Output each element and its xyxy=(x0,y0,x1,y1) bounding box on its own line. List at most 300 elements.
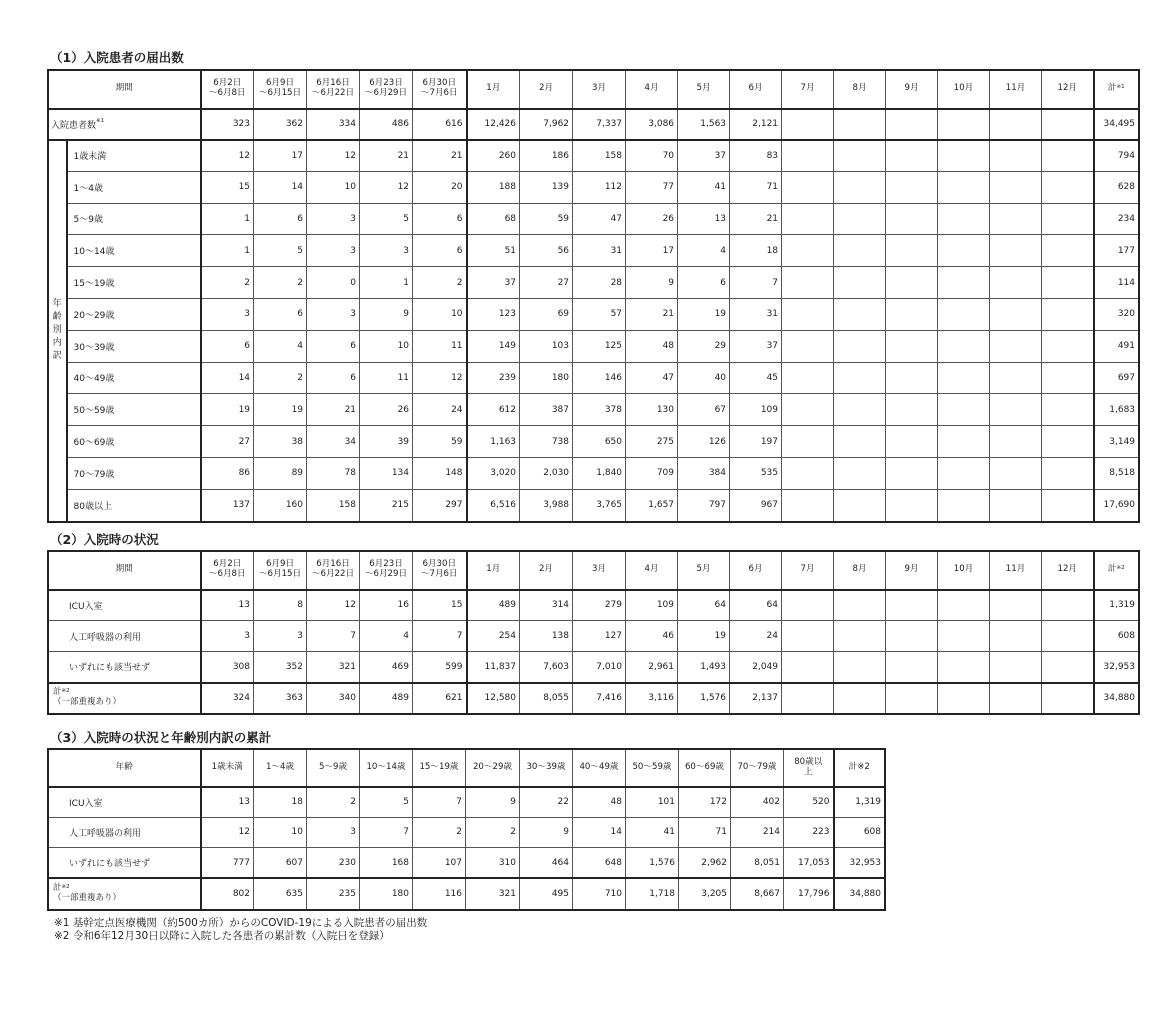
cell-value xyxy=(990,235,1042,267)
cell-value: 31 xyxy=(730,298,782,330)
cell-value: 2 xyxy=(413,267,467,299)
month-column-header: 6月 xyxy=(730,71,782,109)
cell-value: 777 xyxy=(201,848,254,879)
age-breakdown-char: 訳 xyxy=(52,351,62,362)
age-row xyxy=(49,457,1139,489)
cell-value: 130 xyxy=(626,394,678,426)
cell-value: 1,319 xyxy=(1094,590,1139,621)
cell-value: 11,837 xyxy=(467,652,520,683)
age-row xyxy=(49,203,1139,235)
cumulative-status-by-age-table xyxy=(48,749,885,910)
cell-value: 7,010 xyxy=(573,652,626,683)
cell-value: 3,020 xyxy=(467,457,520,489)
cell-value: 4 xyxy=(254,330,307,362)
cell-value: 16 xyxy=(360,590,413,621)
cell-value xyxy=(886,235,938,267)
cell-value: 324 xyxy=(201,683,254,714)
cell-value: 308 xyxy=(201,652,254,683)
header-row xyxy=(49,750,885,787)
footnote-1: ※1 基幹定点医療機関（約500カ所）からのCOVID-19による入院患者の届出数 xyxy=(54,917,428,929)
note-mark: ※2 xyxy=(61,883,70,890)
cell-value: 11 xyxy=(360,362,413,394)
cell-value xyxy=(938,235,990,267)
cell-value: 70 xyxy=(626,140,678,172)
period-column-header: 6月2日 ～6月8日 xyxy=(201,71,254,109)
cell-value: 112 xyxy=(573,171,626,203)
cell-value: 7 xyxy=(360,817,413,848)
section3-title: （3）入院時の状況と年齢別内訳の累計 xyxy=(50,730,272,745)
cell-value xyxy=(834,330,886,362)
month-column-header: 12月 xyxy=(1042,71,1094,109)
cell-value xyxy=(1042,652,1094,683)
cell-value xyxy=(886,621,938,652)
cell-value xyxy=(990,489,1042,521)
age-column-header: 70～79歳 xyxy=(731,750,784,787)
cell-value xyxy=(782,426,834,458)
cell-value xyxy=(782,590,834,621)
cell-value: 6 xyxy=(678,267,730,299)
cell-value: 34,880 xyxy=(834,878,885,909)
cell-value: 149 xyxy=(467,330,520,362)
cell-value: 77 xyxy=(626,171,678,203)
cell-value: 628 xyxy=(1094,171,1139,203)
cell-value: 14 xyxy=(201,362,254,394)
cell-value: 15 xyxy=(201,171,254,203)
cell-value xyxy=(990,267,1042,299)
cell-value xyxy=(782,171,834,203)
cell-value: 14 xyxy=(573,817,626,848)
cell-value: 14 xyxy=(254,171,307,203)
cell-value: 10 xyxy=(360,330,413,362)
cell-value xyxy=(1042,203,1094,235)
cell-value: 186 xyxy=(520,140,573,172)
cell-value: 12 xyxy=(307,140,360,172)
cell-value: 8,667 xyxy=(731,878,784,909)
cell-value xyxy=(782,457,834,489)
cell-value xyxy=(834,109,886,140)
cell-value: 109 xyxy=(730,394,782,426)
cell-value xyxy=(834,683,886,714)
cell-value xyxy=(938,109,990,140)
month-column-header: 2月 xyxy=(520,71,573,109)
cell-value: 86 xyxy=(201,457,254,489)
cell-value: 738 xyxy=(520,426,573,458)
cell-value: 794 xyxy=(1094,140,1139,172)
cell-value: 188 xyxy=(467,171,520,203)
row-label: 入院患者数$^{※1}$ xyxy=(49,109,201,140)
cell-value: 32,953 xyxy=(834,848,885,879)
cell-value: 126 xyxy=(678,426,730,458)
month-column-header: 11月 xyxy=(990,552,1042,590)
cell-value xyxy=(1042,394,1094,426)
cell-value: 469 xyxy=(360,652,413,683)
cell-value: 7,962 xyxy=(520,109,573,140)
cell-value: 621 xyxy=(413,683,467,714)
cell-value xyxy=(938,171,990,203)
cell-value: 57 xyxy=(573,298,626,330)
period-column-header: 6月9日 ～6月15日 xyxy=(254,71,307,109)
cell-value xyxy=(1042,362,1094,394)
age-breakdown-char: 別 xyxy=(52,325,62,336)
cell-value: 1,319 xyxy=(834,787,885,818)
cell-value: 3 xyxy=(307,235,360,267)
note-mark: ※2 xyxy=(1116,565,1125,572)
cell-value: 7 xyxy=(413,621,467,652)
cell-value: 15 xyxy=(413,590,467,621)
cell-value: 650 xyxy=(573,426,626,458)
cell-value xyxy=(938,489,990,521)
cell-value xyxy=(938,330,990,362)
cell-value xyxy=(990,298,1042,330)
period-column-header: 6月23日 ～6月29日 xyxy=(360,71,413,109)
total-column-header: 計$^{※1}$ xyxy=(1094,71,1139,109)
cell-value: 314 xyxy=(520,590,573,621)
cell-value: 13 xyxy=(201,787,254,818)
cell-value xyxy=(1042,489,1094,521)
cell-value: 109 xyxy=(626,590,678,621)
age-column-header: 30～39歳 xyxy=(520,750,573,787)
cell-value: 215 xyxy=(360,489,413,521)
cell-value: 334 xyxy=(307,109,360,140)
cell-value: 254 xyxy=(467,621,520,652)
cell-value xyxy=(990,140,1042,172)
cell-value: 12,580 xyxy=(467,683,520,714)
cell-value xyxy=(1042,426,1094,458)
cell-value xyxy=(990,394,1042,426)
period-column-header: 6月9日 ～6月15日 xyxy=(254,552,307,590)
footnotes xyxy=(54,917,427,943)
row-label: 1～4歳 xyxy=(67,171,201,203)
cell-value: 599 xyxy=(413,652,467,683)
cell-value xyxy=(938,203,990,235)
cell-value: 2,030 xyxy=(520,457,573,489)
cell-value xyxy=(886,330,938,362)
cell-value: 19 xyxy=(254,394,307,426)
cell-value: 3,205 xyxy=(679,878,731,909)
inpatient-report-table xyxy=(48,70,1139,522)
cell-value xyxy=(886,140,938,172)
cell-value: 13 xyxy=(201,590,254,621)
cell-value: 321 xyxy=(466,878,520,909)
cell-value: 2,961 xyxy=(626,652,678,683)
cell-value: 9 xyxy=(360,298,413,330)
row-label: いずれにも該当せず xyxy=(49,848,201,879)
period-column-header: 6月16日 ～6月22日 xyxy=(307,71,360,109)
status-total-row xyxy=(49,878,885,909)
cell-value: 12 xyxy=(413,362,467,394)
cell-value: 5 xyxy=(360,787,413,818)
cell-value: 27 xyxy=(520,267,573,299)
cell-value xyxy=(990,621,1042,652)
age-breakdown-char: 年 xyxy=(52,299,62,310)
age-row xyxy=(49,489,1139,521)
cell-value: 21 xyxy=(730,203,782,235)
month-column-header: 5月 xyxy=(678,552,730,590)
cell-value: 37 xyxy=(730,330,782,362)
cell-value: 89 xyxy=(254,457,307,489)
section1-title: （1）入院患者の届出数 xyxy=(50,50,184,65)
cell-value: 709 xyxy=(626,457,678,489)
cell-value xyxy=(1042,109,1094,140)
cell-value: 3 xyxy=(201,298,254,330)
cell-value xyxy=(834,426,886,458)
cell-value xyxy=(886,203,938,235)
cell-value: 9 xyxy=(520,817,573,848)
cell-value: 320 xyxy=(1094,298,1139,330)
cell-value xyxy=(938,140,990,172)
cell-value: 40 xyxy=(678,362,730,394)
month-column-header: 7月 xyxy=(782,71,834,109)
cell-value: 48 xyxy=(626,330,678,362)
age-column-header: 40～49歳 xyxy=(573,750,626,787)
cell-value: 180 xyxy=(520,362,573,394)
cell-value: 59 xyxy=(413,426,467,458)
cell-value: 3 xyxy=(201,621,254,652)
period-column-header: 6月16日 ～6月22日 xyxy=(307,552,360,590)
cell-value xyxy=(990,652,1042,683)
age-row xyxy=(49,426,1139,458)
cell-value: 230 xyxy=(307,848,360,879)
cell-value: 39 xyxy=(360,426,413,458)
age-breakdown-char: 齢 xyxy=(52,312,62,323)
cell-value: 71 xyxy=(679,817,731,848)
cell-value: 279 xyxy=(573,590,626,621)
row-label: 人工呼吸器の利用 xyxy=(49,621,201,652)
cell-value: 21 xyxy=(360,140,413,172)
cell-value xyxy=(938,267,990,299)
status-row xyxy=(49,590,1139,621)
cell-value: 168 xyxy=(360,848,413,879)
cell-value: 363 xyxy=(254,683,307,714)
age-row xyxy=(49,267,1139,299)
cell-value xyxy=(834,590,886,621)
cell-value: 19 xyxy=(201,394,254,426)
age-column-header: 1歳未満 xyxy=(201,750,254,787)
cell-value: 323 xyxy=(201,109,254,140)
cell-value: 9 xyxy=(466,787,520,818)
cell-value xyxy=(834,652,886,683)
cell-value: 34 xyxy=(307,426,360,458)
cell-value: 6 xyxy=(254,203,307,235)
row-label: 5～9歳 xyxy=(67,203,201,235)
status-row xyxy=(49,817,885,848)
cell-value: 12 xyxy=(307,590,360,621)
cell-value xyxy=(990,362,1042,394)
cell-value: 21 xyxy=(626,298,678,330)
cell-value: 107 xyxy=(413,848,466,879)
cell-value: 32,953 xyxy=(1094,652,1139,683)
cell-value: 67 xyxy=(678,394,730,426)
cell-value xyxy=(938,621,990,652)
age-row xyxy=(49,394,1139,426)
cell-value: 6 xyxy=(307,362,360,394)
cell-value: 402 xyxy=(731,787,784,818)
cell-value: 608 xyxy=(1094,621,1139,652)
row-label: 15～19歳 xyxy=(67,267,201,299)
age-column-header: 15～19歳 xyxy=(413,750,466,787)
month-column-header: 8月 xyxy=(834,552,886,590)
cell-value: 38 xyxy=(254,426,307,458)
row-label: 70～79歳 xyxy=(67,457,201,489)
row-label: ICU入室 xyxy=(49,787,201,818)
cell-value xyxy=(990,203,1042,235)
row-label: 40～49歳 xyxy=(67,362,201,394)
cell-value xyxy=(938,457,990,489)
cell-value: 5 xyxy=(254,235,307,267)
cell-value: 235 xyxy=(307,878,360,909)
age-column-header: 1～4歳 xyxy=(254,750,307,787)
cell-value: 19 xyxy=(678,298,730,330)
cell-value xyxy=(1042,590,1094,621)
cell-value xyxy=(886,171,938,203)
cell-value xyxy=(886,683,938,714)
cell-value xyxy=(938,652,990,683)
cell-value xyxy=(834,394,886,426)
cell-value: 635 xyxy=(254,878,307,909)
cell-value: 48 xyxy=(573,787,626,818)
cell-value: 3,149 xyxy=(1094,426,1139,458)
cell-value: 41 xyxy=(678,171,730,203)
cell-value: 3 xyxy=(254,621,307,652)
cell-value: 64 xyxy=(678,590,730,621)
cell-value: 68 xyxy=(467,203,520,235)
row-label: 20～29歳 xyxy=(67,298,201,330)
cell-value xyxy=(938,298,990,330)
cell-value: 28 xyxy=(573,267,626,299)
cell-value: 1,840 xyxy=(573,457,626,489)
cell-value: 197 xyxy=(730,426,782,458)
cell-value: 3 xyxy=(307,298,360,330)
cell-value: 612 xyxy=(467,394,520,426)
cell-value: 139 xyxy=(520,171,573,203)
cell-value: 275 xyxy=(626,426,678,458)
month-column-header: 6月 xyxy=(730,552,782,590)
age-column-header: 20～29歳 xyxy=(466,750,520,787)
cell-value: 12,426 xyxy=(467,109,520,140)
cell-value: 520 xyxy=(784,787,834,818)
cell-value: 137 xyxy=(201,489,254,521)
cell-value: 18 xyxy=(254,787,307,818)
cell-value xyxy=(990,109,1042,140)
cell-value xyxy=(834,235,886,267)
month-column-header: 3月 xyxy=(573,71,626,109)
cell-value: 2 xyxy=(307,787,360,818)
cell-value: 17 xyxy=(254,140,307,172)
cell-value: 12 xyxy=(201,817,254,848)
month-column-header: 11月 xyxy=(990,71,1042,109)
cell-value: 1,163 xyxy=(467,426,520,458)
cell-value: 710 xyxy=(573,878,626,909)
status-total-row xyxy=(49,683,1139,714)
cell-value xyxy=(1042,267,1094,299)
cell-value xyxy=(886,267,938,299)
cell-value: 2,049 xyxy=(730,652,782,683)
cell-value: 8,518 xyxy=(1094,457,1139,489)
cell-value xyxy=(886,426,938,458)
total-column-header: 計※2 xyxy=(834,750,885,787)
cell-value: 10 xyxy=(307,171,360,203)
cell-value: 8,051 xyxy=(731,848,784,879)
cell-value: 19 xyxy=(678,621,730,652)
cell-value: 1,657 xyxy=(626,489,678,521)
cell-value: 180 xyxy=(360,878,413,909)
cell-value: 608 xyxy=(834,817,885,848)
cell-value: 616 xyxy=(413,109,467,140)
cell-value xyxy=(938,362,990,394)
cell-value: 1 xyxy=(201,235,254,267)
cell-value xyxy=(782,267,834,299)
cell-value: 134 xyxy=(360,457,413,489)
cell-value: 78 xyxy=(307,457,360,489)
cell-value: 37 xyxy=(678,140,730,172)
note-mark: ※1 xyxy=(1116,84,1125,91)
cell-value xyxy=(834,457,886,489)
month-column-header: 9月 xyxy=(886,552,938,590)
cell-value: 8 xyxy=(254,590,307,621)
age-breakdown-label xyxy=(49,140,67,522)
header-row xyxy=(49,71,1139,109)
cell-value: 1,576 xyxy=(626,848,679,879)
status-row xyxy=(49,848,885,879)
cell-value: 2,137 xyxy=(730,683,782,714)
cell-value: 797 xyxy=(678,489,730,521)
cell-value: 148 xyxy=(413,457,467,489)
cell-value: 34,495 xyxy=(1094,109,1139,140)
cell-value: 1,576 xyxy=(678,683,730,714)
cell-value: 1,563 xyxy=(678,109,730,140)
month-column-header: 1月 xyxy=(467,552,520,590)
cell-value: 489 xyxy=(467,590,520,621)
cell-value: 21 xyxy=(307,394,360,426)
period-column-header: 6月23日 ～6月29日 xyxy=(360,552,413,590)
cell-value xyxy=(1042,621,1094,652)
cell-value xyxy=(782,621,834,652)
cell-value xyxy=(834,171,886,203)
month-column-header: 12月 xyxy=(1042,552,1094,590)
cell-value: 3,765 xyxy=(573,489,626,521)
cell-value: 297 xyxy=(413,489,467,521)
cell-value: 114 xyxy=(1094,267,1139,299)
status-row xyxy=(49,652,1139,683)
cell-value: 489 xyxy=(360,683,413,714)
header-row xyxy=(49,552,1139,590)
status-row xyxy=(49,787,885,818)
cell-value: 535 xyxy=(730,457,782,489)
month-column-header: 5月 xyxy=(678,71,730,109)
cell-value xyxy=(1042,140,1094,172)
cell-value: 6,516 xyxy=(467,489,520,521)
cell-value: 17 xyxy=(626,235,678,267)
cell-value: 491 xyxy=(1094,330,1139,362)
cell-value: 146 xyxy=(573,362,626,394)
cell-value: 5 xyxy=(360,203,413,235)
cell-value: 101 xyxy=(626,787,679,818)
month-column-header: 4月 xyxy=(626,552,678,590)
cell-value: 9 xyxy=(626,267,678,299)
cell-value: 138 xyxy=(520,621,573,652)
row-label: いずれにも該当せず xyxy=(49,652,201,683)
age-row xyxy=(49,298,1139,330)
cell-value: 17,796 xyxy=(784,878,834,909)
cell-value: 1,683 xyxy=(1094,394,1139,426)
cell-value xyxy=(834,140,886,172)
month-column-header: 1月 xyxy=(467,71,520,109)
cell-value: 47 xyxy=(573,203,626,235)
cell-value: 13 xyxy=(678,203,730,235)
note-mark: ※1 xyxy=(96,117,105,124)
cell-value xyxy=(990,590,1042,621)
cell-value: 7,337 xyxy=(573,109,626,140)
